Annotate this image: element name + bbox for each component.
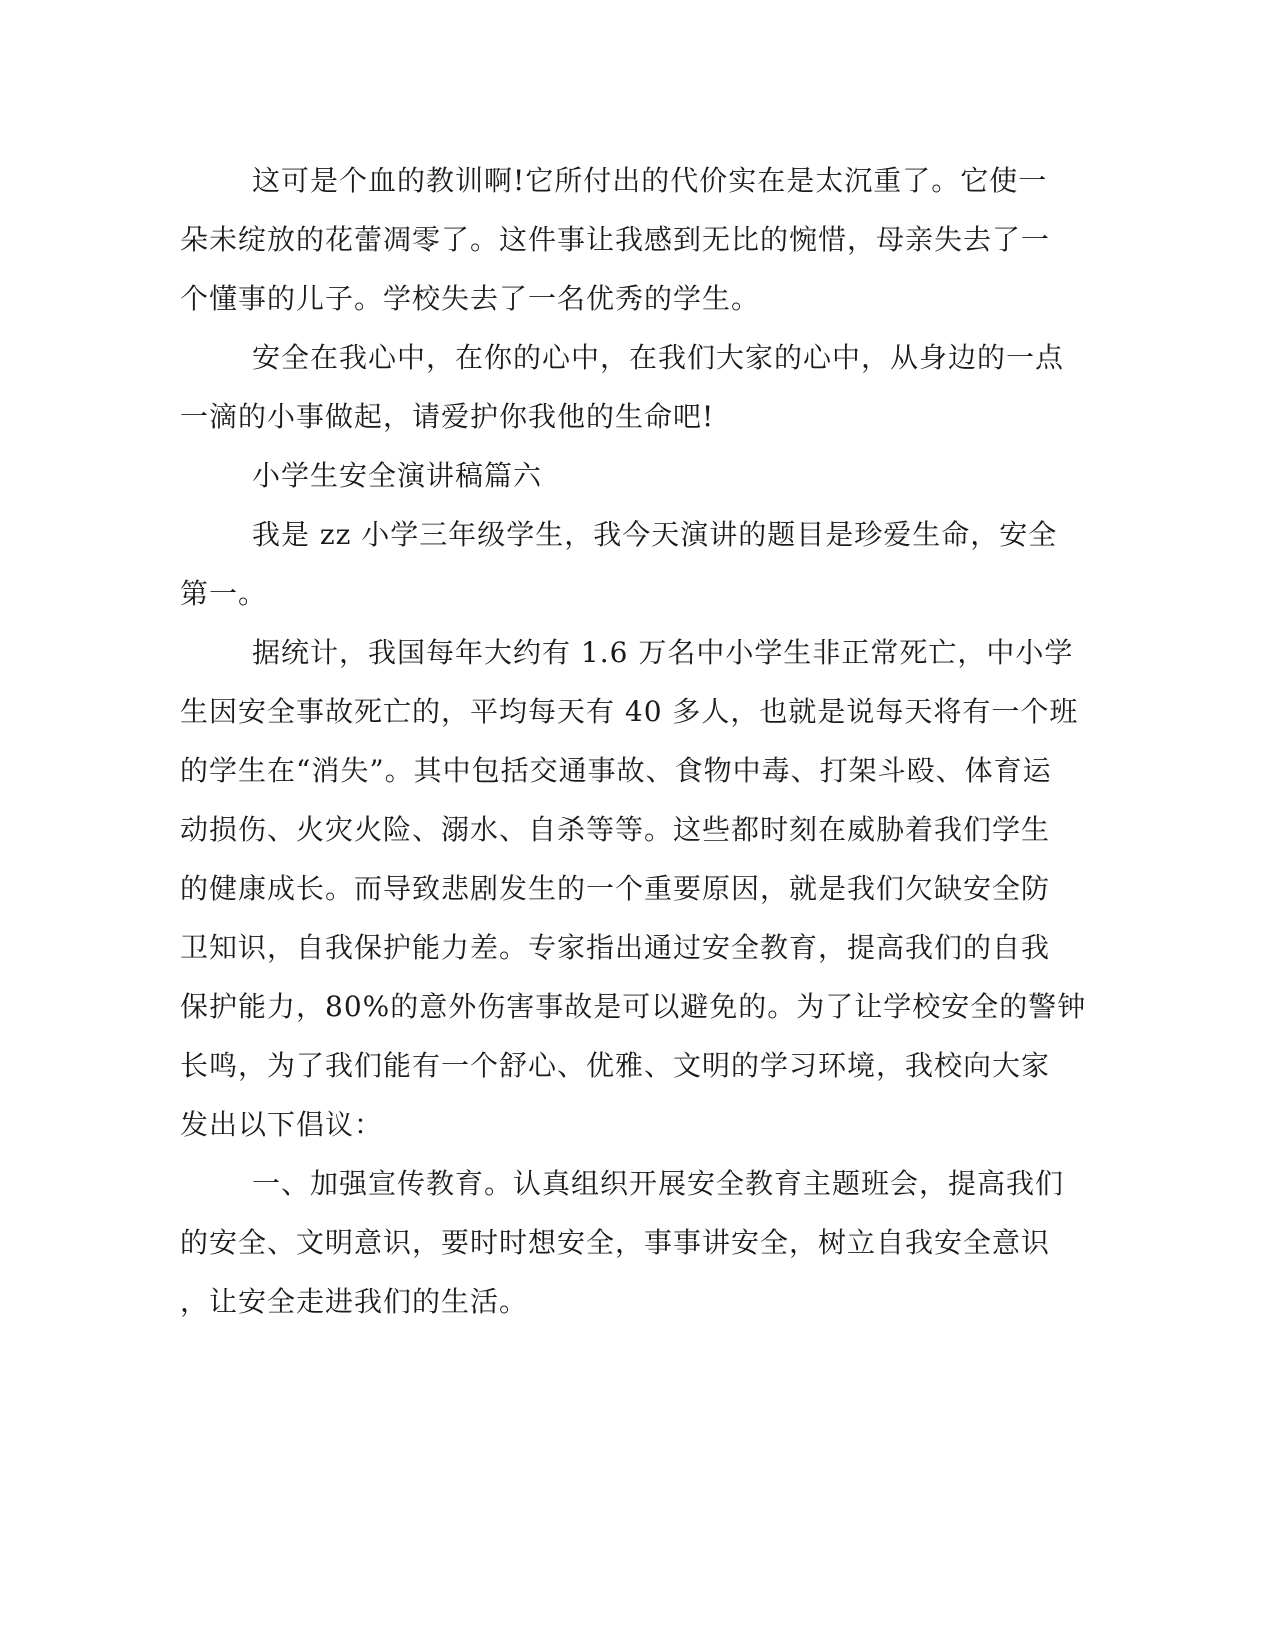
- text-line: 一滴的小事做起，请爱护你我他的生命吧!: [180, 400, 715, 433]
- text-line: 保护能力，80%的意外伤害事故是可以避免的。为了让学校安全的警钟: [180, 990, 1087, 1023]
- text-line: 的学生在“消失”。其中包括交通事故、食物中毒、打架斗殴、体育运: [180, 754, 1052, 787]
- text-line: 据统计，我国每年大约有 1.6 万名中小学生非正常死亡，中小学: [252, 636, 1074, 669]
- text-line: 这可是个血的教训啊!它所付出的代价实在是太沉重了。它使一: [252, 164, 1048, 197]
- text-line: 发出以下倡议：: [180, 1108, 384, 1141]
- text-line: 的健康成长。而导致悲剧发生的一个重要原因，就是我们欠缺安全防: [180, 872, 1051, 905]
- text-line: 第一。: [180, 577, 268, 610]
- text-line: 的安全、文明意识，要时时想安全，事事讲安全，树立自我安全意识: [180, 1226, 1051, 1259]
- text-line: 卫知识，自我保护能力差。专家指出通过安全教育，提高我们的自我: [180, 931, 1051, 964]
- text-line: 生因安全事故死亡的，平均每天有 40 多人，也就是说每天将有一个班: [180, 695, 1079, 728]
- text-line: 安全在我心中，在你的心中，在我们大家的心中，从身边的一点: [252, 341, 1065, 374]
- text-line: 动损伤、火灾火险、溺水、自杀等等。这些都时刻在威胁着我们学生: [180, 813, 1051, 846]
- text-line: 长鸣，为了我们能有一个舒心、优雅、文明的学习环境，我校向大家: [180, 1049, 1051, 1082]
- text-line: 一、加强宣传教育。认真组织开展安全教育主题班会，提高我们: [252, 1167, 1065, 1200]
- text-line: 朵未绽放的花蕾凋零了。这件事让我感到无比的惋惜，母亲失去了一: [180, 223, 1051, 256]
- text-line: 我是 zz 小学三年级学生，我今天演讲的题目是珍爱生命，安全: [252, 518, 1058, 551]
- text-line: ，让安全走进我们的生活。: [180, 1285, 529, 1318]
- text-line: 个懂事的儿子。学校失去了一名优秀的学生。: [180, 282, 761, 315]
- section-heading: 小学生安全演讲稿篇六: [252, 459, 543, 492]
